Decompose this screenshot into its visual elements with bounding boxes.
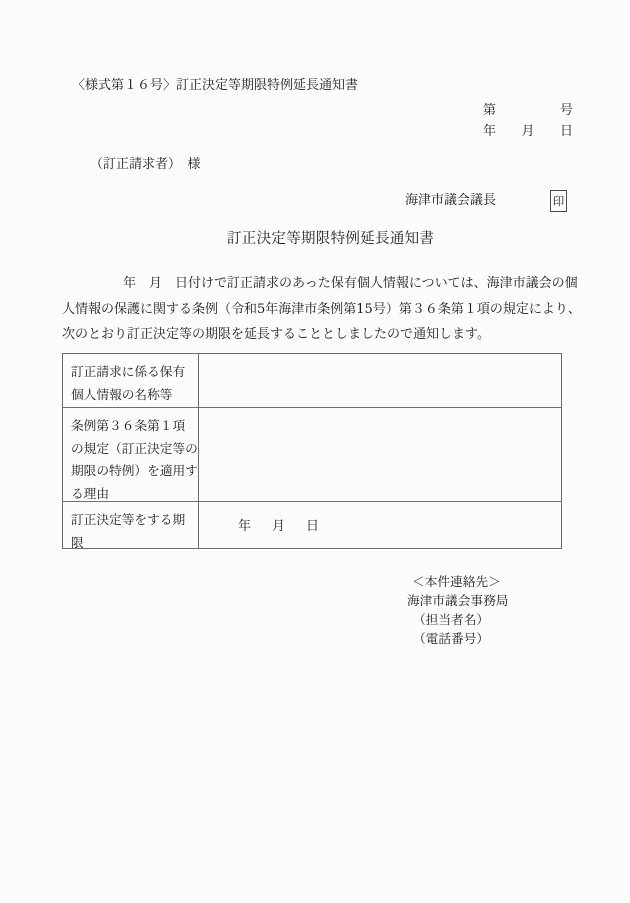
body-line-1: 年 月 日付けで訂正請求のあった保有個人情報については、海津市議会の個 bbox=[123, 276, 578, 291]
contact-phone-placeholder: （電話番号） bbox=[413, 631, 490, 646]
row-value-personal-info-name bbox=[199, 354, 561, 407]
row-label: 訂正決定等をする期 限 bbox=[63, 502, 199, 548]
sender-title-label: 海津市議会議長 bbox=[405, 193, 497, 208]
table-row-personal-info-name bbox=[63, 354, 561, 408]
body-line-3: 次のとおり訂正決定等の期限を延長することとしましたので通知します。 bbox=[62, 327, 490, 342]
date-day-label: 日 bbox=[559, 124, 573, 139]
table-row-reason bbox=[63, 408, 561, 502]
date-year-label: 年 bbox=[483, 124, 497, 139]
contact-person-placeholder: （担当者名） bbox=[413, 612, 490, 627]
date-month-label: 月 bbox=[521, 124, 535, 139]
contact-heading: ＜本件連絡先＞ bbox=[412, 574, 501, 589]
info-table bbox=[62, 353, 562, 549]
contact-office-name: 海津市議会事務局 bbox=[407, 593, 509, 608]
form-number-label: 〈様式第１６号〉訂正決定等期限特例延長通知書 bbox=[72, 78, 359, 93]
seal-box bbox=[550, 190, 567, 212]
row-label: 訂正請求に係る保有 個人情報の名称等 bbox=[63, 354, 199, 407]
body-paragraph bbox=[62, 271, 582, 348]
seal-stamp-label: 印 bbox=[552, 194, 565, 208]
document-number-line bbox=[483, 99, 573, 118]
addressee-label: （訂正請求者） 様 bbox=[90, 157, 201, 172]
row-value-reason bbox=[199, 408, 561, 501]
doc-number-prefix: 第 bbox=[483, 103, 497, 118]
issue-date-line bbox=[483, 120, 573, 139]
table-row-deadline bbox=[63, 502, 561, 548]
row-value-deadline-date: 年 月 日 bbox=[238, 519, 324, 534]
row-label: 条例第３６条第１項 の規定（訂正決定等の 期限の特例）を適用す る理由 bbox=[63, 408, 199, 501]
document-title: 訂正決定等期限特例延長通知書 bbox=[227, 231, 435, 247]
body-line-2: 人情報の保護に関する条例（令和5年海津市条例第15号）第３６条第１項の規定により、 bbox=[62, 301, 581, 317]
doc-number-suffix: 号 bbox=[559, 103, 573, 118]
